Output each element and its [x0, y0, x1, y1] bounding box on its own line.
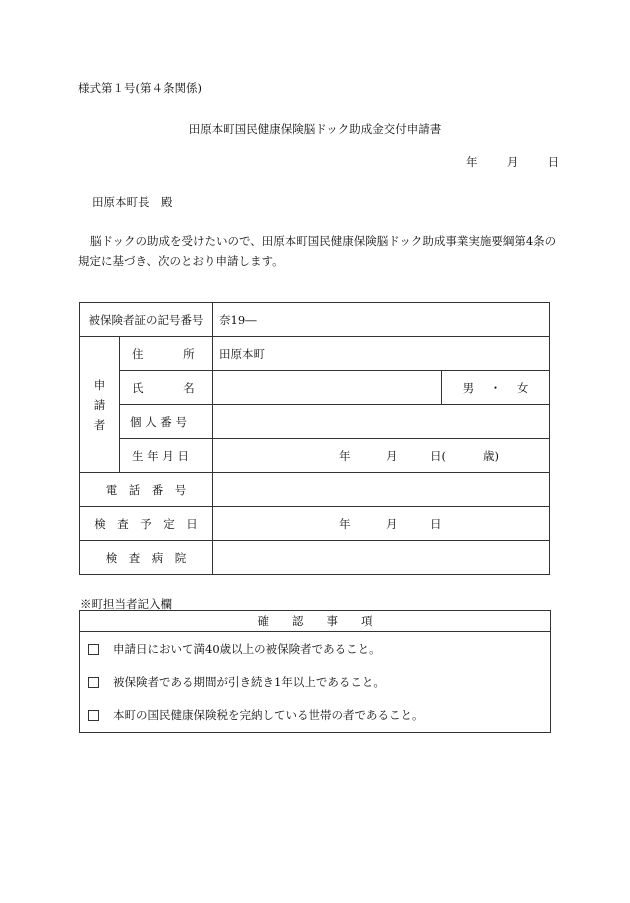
insurance-row: [80, 303, 550, 337]
exam-date-label: 検 査 予 定 日: [80, 507, 213, 541]
insurance-number-field[interactable]: 奈19―: [213, 303, 550, 337]
birthdate-field[interactable]: [213, 439, 550, 473]
name-label-char-1: 氏: [132, 380, 144, 395]
confirmation-item: [80, 666, 550, 699]
exam-day-label: 日: [430, 517, 442, 531]
personal-number-label: 個 人 番 号: [120, 405, 213, 439]
birth-month-label: 月: [386, 449, 398, 463]
applicant-char-2: 請: [93, 397, 106, 412]
exam-date-row: [80, 507, 550, 541]
exam-date-field[interactable]: [213, 507, 550, 541]
applicant-group-label: [80, 337, 120, 473]
address-row: [80, 337, 550, 371]
gender-female[interactable]: 女: [516, 380, 529, 395]
address-label-char-2: 所: [183, 346, 195, 361]
date-month-label: 月: [506, 155, 519, 169]
confirmation-item-text: 被保険者である期間が引き続き1年以上であること。: [113, 675, 385, 689]
applicant-char-1: 申: [93, 377, 106, 392]
name-field[interactable]: [213, 371, 442, 405]
checkbox[interactable]: [88, 677, 99, 688]
application-form-table: [79, 302, 550, 575]
confirmation-header: 確 認 事 項: [80, 611, 551, 632]
address-label-char-1: 住: [132, 346, 144, 361]
date-day-label: 日: [547, 155, 560, 169]
confirmation-items: [80, 632, 551, 733]
phone-label: 電 話 番 号: [80, 473, 213, 507]
name-label-char-2: 名: [183, 380, 195, 395]
birthdate-row: [80, 439, 550, 473]
insurance-number-label: 被保険者証の記号番号: [80, 303, 213, 337]
application-statement: 脳ドックの助成を受けたいので、田原本町国民健康保険脳ドック助成事業実施要綱第4条の規定に基づき、次のとおり申請します。: [78, 234, 557, 268]
confirmation-item: [80, 699, 550, 732]
birth-year-label: 年: [339, 449, 351, 463]
hospital-row: [80, 541, 550, 575]
checkbox[interactable]: [88, 710, 99, 721]
addressee: 田原本町長 殿: [92, 195, 173, 209]
name-row: [80, 371, 550, 405]
confirmation-item: [80, 633, 550, 666]
personal-number-row: [80, 405, 550, 439]
date-year-label: 年: [466, 155, 478, 169]
confirmation-table: [79, 610, 551, 733]
birth-day-label: 日(: [430, 449, 446, 463]
hospital-label: 検 査 病 院: [80, 541, 213, 575]
gender-field[interactable]: [442, 371, 550, 405]
application-date: [466, 154, 559, 170]
personal-number-field[interactable]: [213, 405, 550, 439]
gender-separator: ・: [489, 380, 502, 395]
staff-section-note: ※町担当者記入欄: [80, 597, 172, 611]
hospital-field[interactable]: [213, 541, 550, 575]
exam-year-label: 年: [339, 517, 351, 531]
form-number: 様式第１号(第４条関係): [78, 81, 202, 95]
confirmation-item-text: 本町の国民健康保険税を完納している世帯の者であること。: [113, 708, 424, 722]
birthdate-label: 生 年 月 日: [120, 439, 213, 473]
address-label: [120, 337, 213, 371]
age-label: 歳): [483, 449, 499, 463]
exam-month-label: 月: [386, 517, 398, 531]
confirmation-item-text: 申請日において満40歳以上の被保険者であること。: [113, 642, 381, 656]
gender-male[interactable]: 男: [462, 380, 475, 395]
phone-field[interactable]: [213, 473, 550, 507]
name-label: [120, 371, 213, 405]
phone-row: [80, 473, 550, 507]
applicant-char-3: 者: [93, 417, 106, 432]
address-field[interactable]: 田原本町: [213, 337, 550, 371]
checkbox[interactable]: [88, 644, 99, 655]
document-title: 田原本町国民健康保険脳ドック助成金交付申請書: [188, 122, 442, 136]
